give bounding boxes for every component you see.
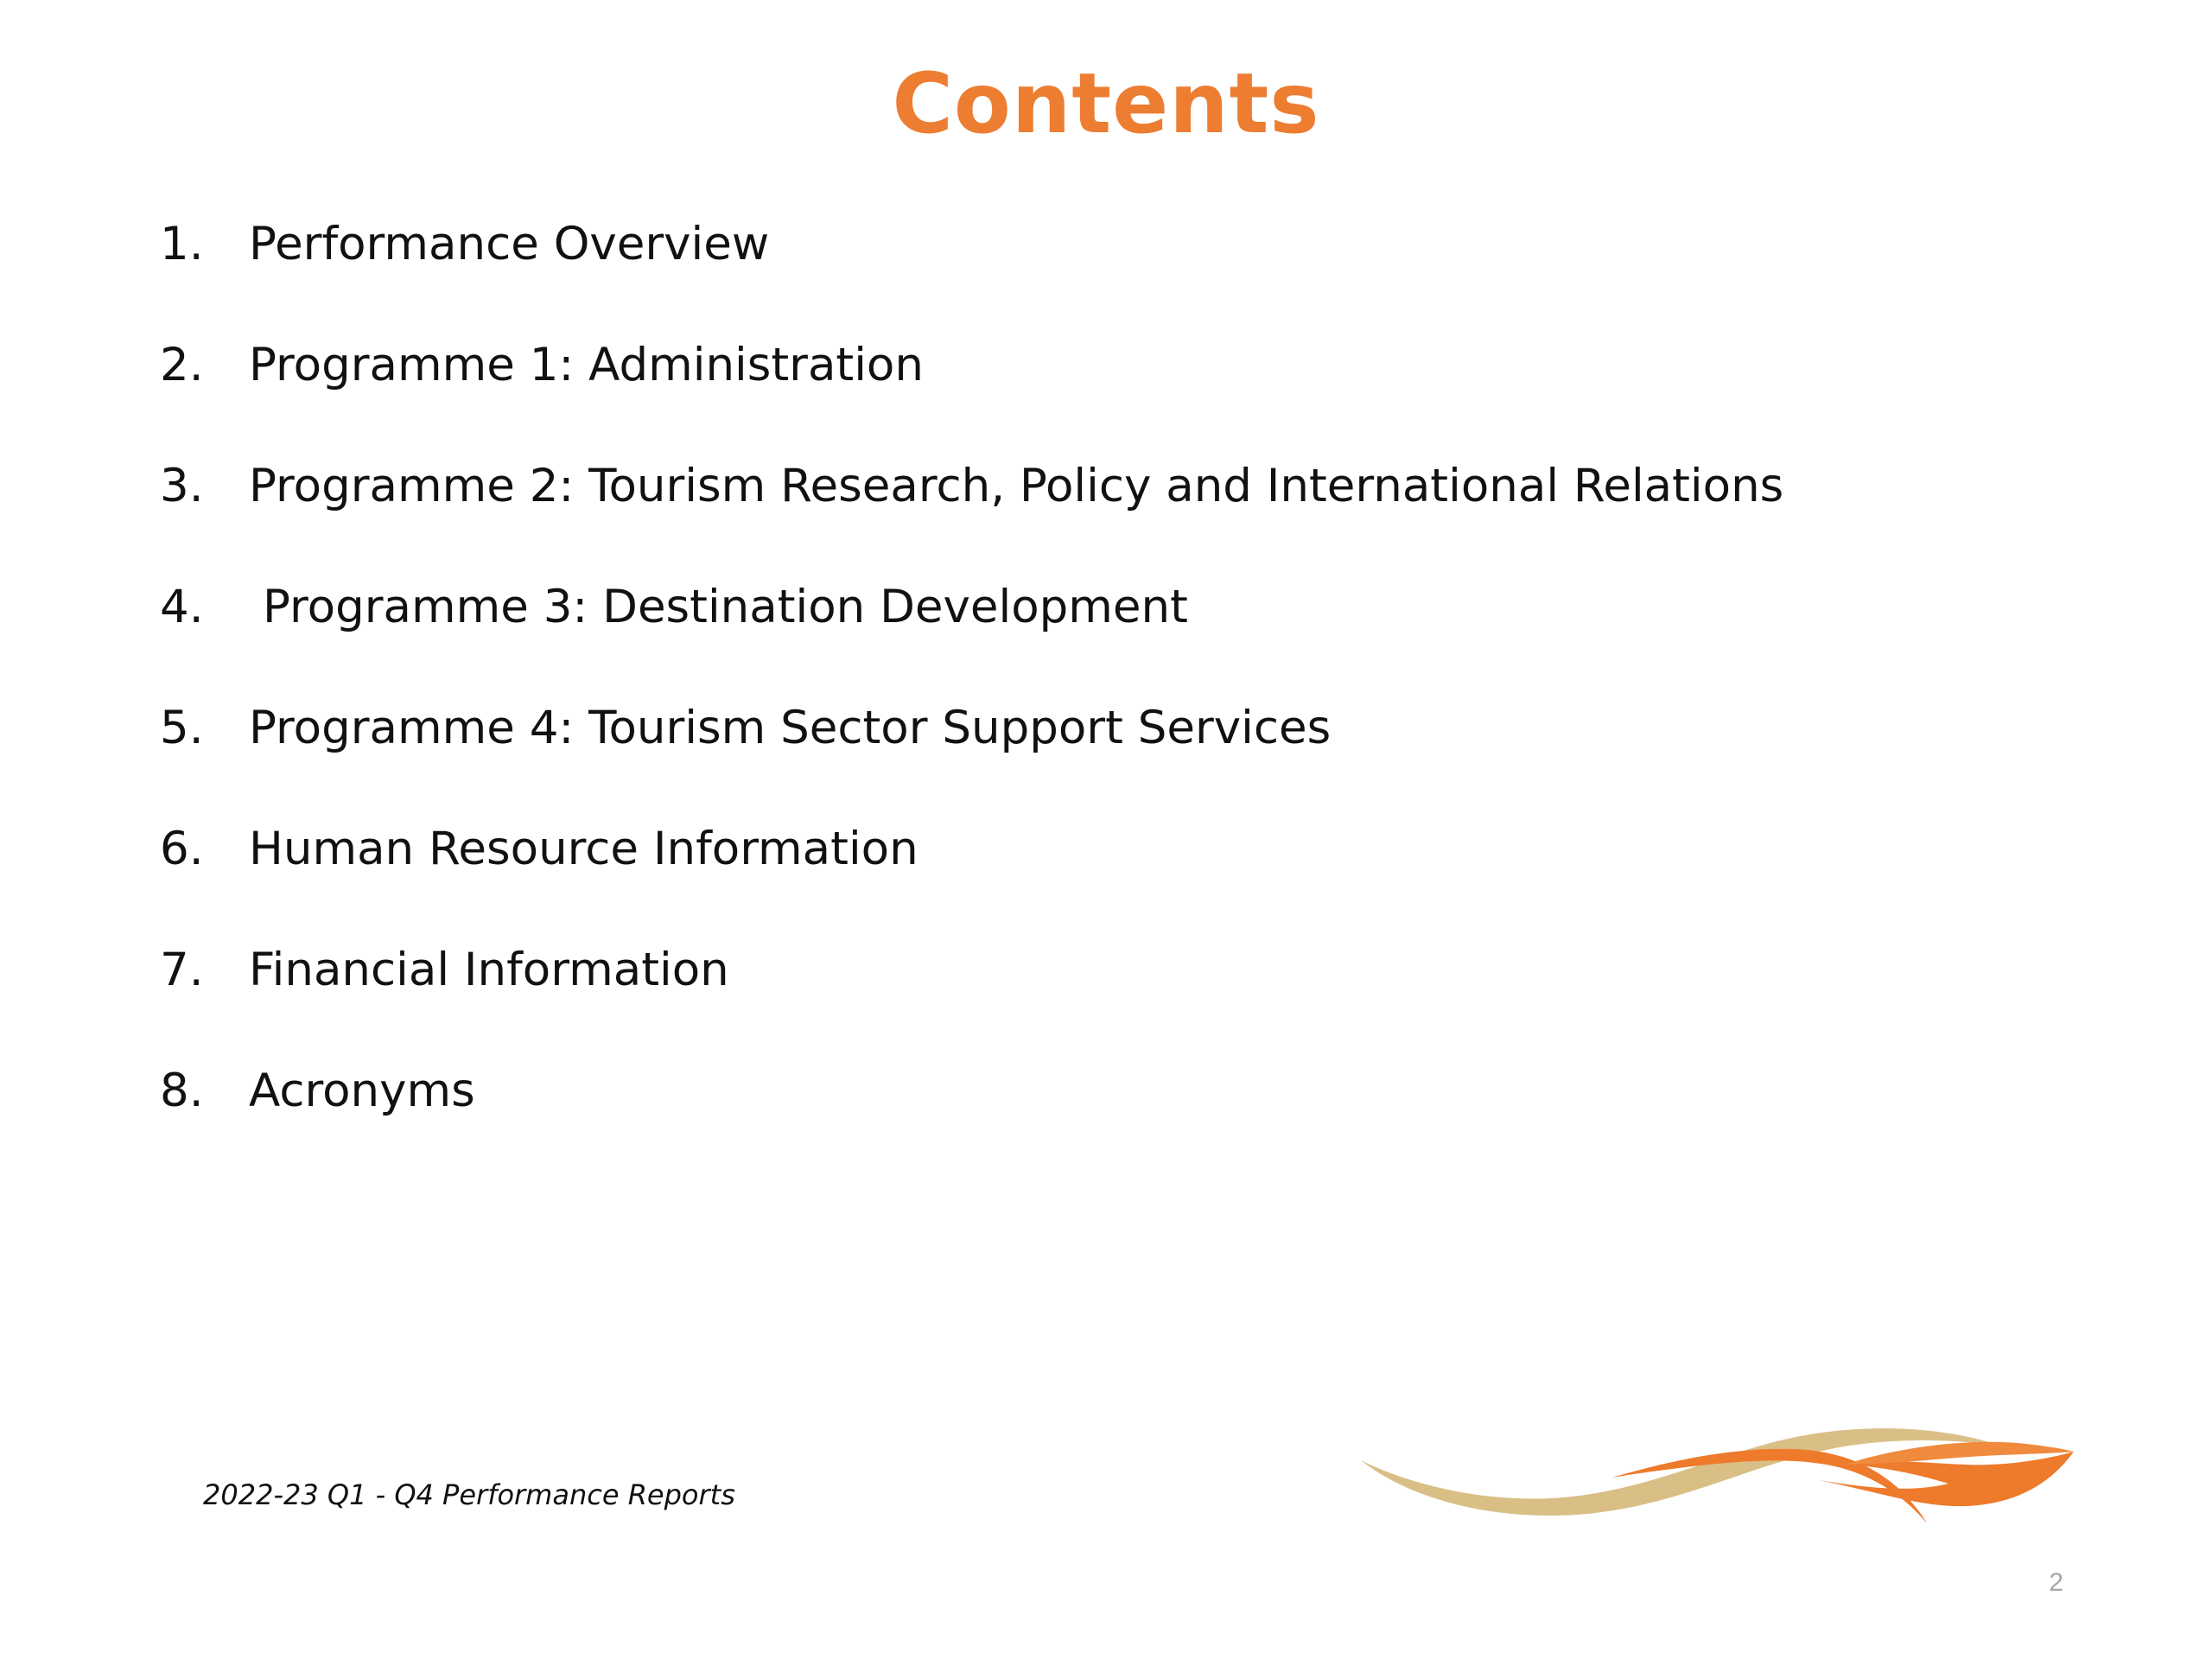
footer-report-title: 2022-23 Q1 - Q4 Performance Reports [203, 1478, 735, 1511]
contents-item-number: 3. [160, 460, 204, 512]
contents-item-label: Programme 2: Tourism Research, Policy and International Relations [249, 460, 1784, 512]
contents-item-label: Financial Information [249, 944, 729, 996]
contents-item-label: Programme 4: Tourism Sector Support Services [249, 702, 1332, 754]
contents-item-number: 7. [160, 944, 204, 996]
contents-list [160, 206, 1783, 1173]
contents-item-number: 1. [160, 218, 204, 270]
contents-item-number: 5. [160, 702, 204, 754]
swoosh-logo [1361, 1413, 2087, 1534]
contents-item [160, 810, 1783, 931]
slide-title: Contents [892, 55, 1320, 152]
page-number: 2 [2049, 1568, 2063, 1597]
contents-item-number: 4. [160, 581, 204, 633]
contents-item-number: 6. [160, 823, 204, 875]
swoosh-orange-stroke-2 [1819, 1452, 2074, 1506]
contents-item-label: Human Resource Information [249, 823, 918, 875]
contents-item-label: Acronyms [249, 1065, 475, 1117]
contents-item [160, 1052, 1783, 1173]
contents-item [160, 327, 1783, 448]
contents-item [160, 569, 1783, 690]
contents-item-label: Performance Overview [249, 218, 770, 270]
contents-item-number: 8. [160, 1065, 204, 1117]
contents-item [160, 206, 1783, 327]
contents-item-label: Programme 3: Destination Development [263, 581, 1188, 633]
contents-item [160, 448, 1783, 569]
contents-item [160, 690, 1783, 810]
contents-item-label: Programme 1: Administration [249, 339, 924, 391]
contents-item-number: 2. [160, 339, 204, 391]
contents-item [160, 931, 1783, 1052]
